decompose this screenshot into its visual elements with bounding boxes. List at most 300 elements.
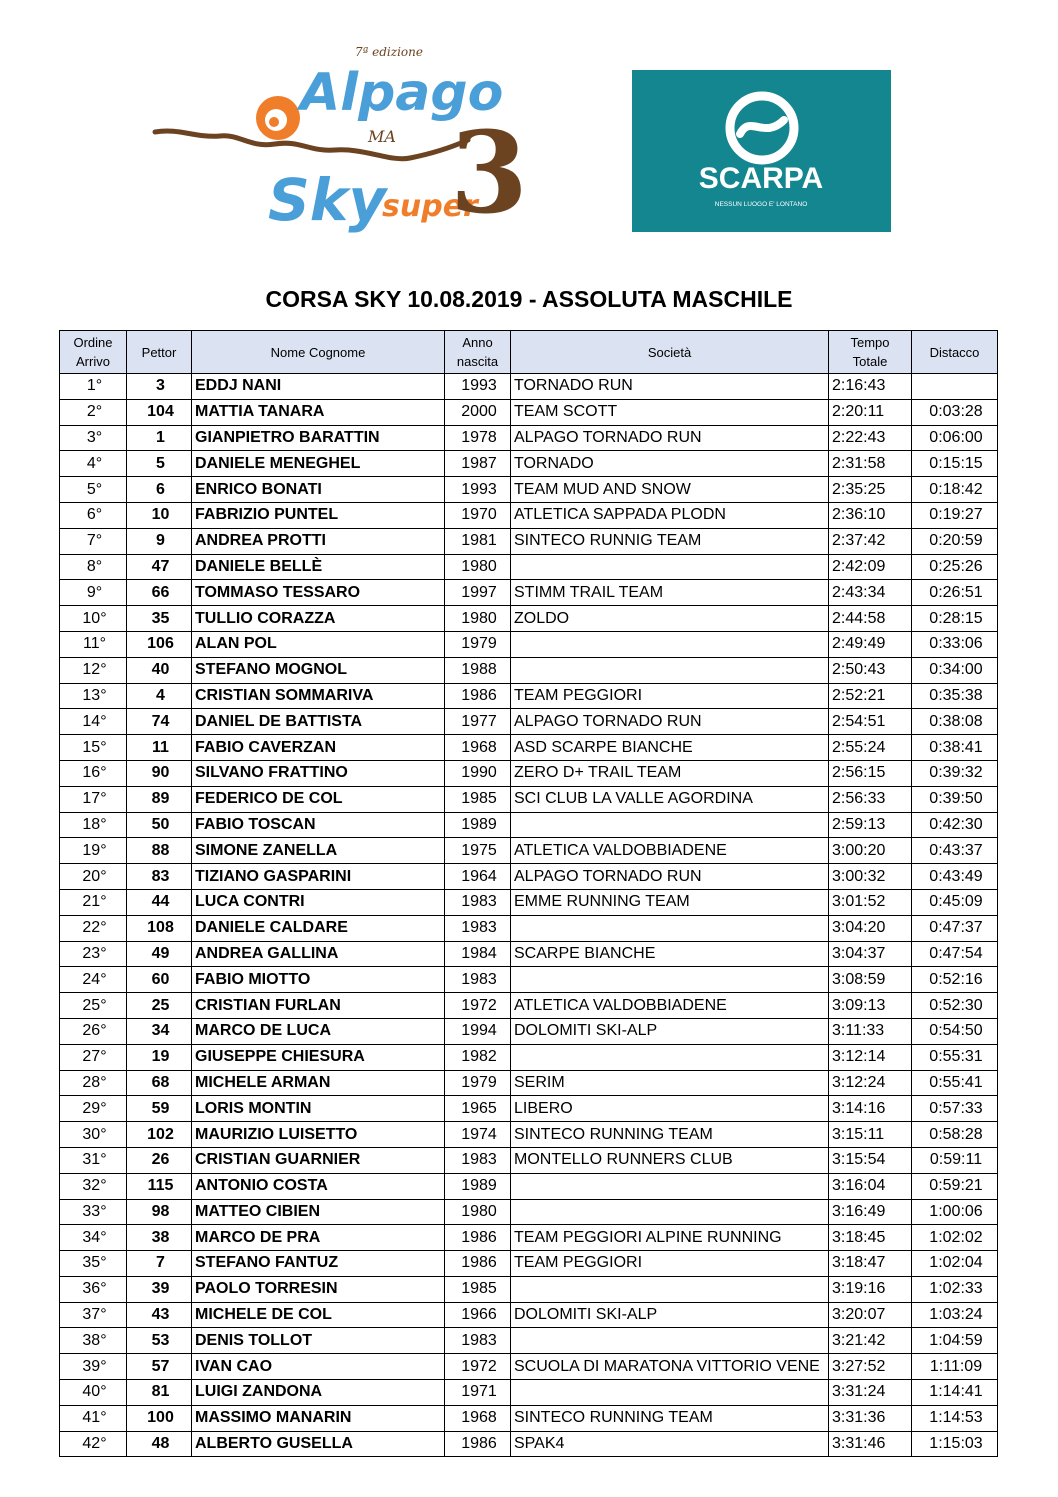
table-row [60, 580, 998, 606]
cell-club: SPAK4 [511, 1431, 829, 1457]
cell-gap: 0:45:09 [912, 889, 998, 915]
table-row [60, 786, 998, 812]
cell-year: 1989 [445, 812, 511, 838]
header-club: Società [511, 331, 829, 374]
cell-bib: 10 [127, 502, 192, 528]
cell-club: DOLOMITI SKI-ALP [511, 1302, 829, 1328]
cell-name: EDDJ NANI [192, 374, 445, 400]
cell-club: SERIM [511, 1070, 829, 1096]
cell-club [511, 657, 829, 683]
cell-name: LORIS MONTIN [192, 1096, 445, 1122]
cell-year: 1986 [445, 1431, 511, 1457]
cell-name: DANIELE CALDARE [192, 915, 445, 941]
cell-club: DOLOMITI SKI-ALP [511, 1018, 829, 1044]
cell-bib: 68 [127, 1070, 192, 1096]
cell-name: PAOLO TORRESIN [192, 1276, 445, 1302]
cell-club: SCARPE BIANCHE [511, 941, 829, 967]
table-row [60, 1173, 998, 1199]
cell-position: 2° [60, 399, 127, 425]
cell-gap: 0:06:00 [912, 425, 998, 451]
cell-gap: 0:59:11 [912, 1147, 998, 1173]
table-row [60, 1380, 998, 1406]
table-row [60, 889, 998, 915]
cell-club: TEAM PEGGIORI [511, 683, 829, 709]
cell-bib: 25 [127, 993, 192, 1019]
cell-position: 18° [60, 812, 127, 838]
page-title: CORSA SKY 10.08.2019 - ASSOLUTA MASCHILE [265, 286, 793, 312]
cell-year: 1972 [445, 1354, 511, 1380]
cell-club: TEAM SCOTT [511, 399, 829, 425]
cell-gap: 0:25:26 [912, 554, 998, 580]
cell-time: 2:52:21 [829, 683, 912, 709]
cell-name: STEFANO MOGNOL [192, 657, 445, 683]
cell-bib: 66 [127, 580, 192, 606]
cell-position: 32° [60, 1173, 127, 1199]
cell-name: DANIEL DE BATTISTA [192, 709, 445, 735]
cell-gap: 0:55:31 [912, 1044, 998, 1070]
cell-time: 3:04:37 [829, 941, 912, 967]
cell-bib: 5 [127, 451, 192, 477]
cell-name: SILVANO FRATTINO [192, 760, 445, 786]
cell-year: 1983 [445, 967, 511, 993]
cell-year: 1997 [445, 580, 511, 606]
cell-club [511, 1044, 829, 1070]
cell-position: 15° [60, 735, 127, 761]
cell-club: SINTECO RUNNIG TEAM [511, 528, 829, 554]
table-row [60, 1431, 998, 1457]
cell-year: 1985 [445, 786, 511, 812]
cell-name: MAURIZIO LUISETTO [192, 1122, 445, 1148]
cell-position: 33° [60, 1199, 127, 1225]
cell-time: 2:59:13 [829, 812, 912, 838]
cell-club: ATLETICA VALDOBBIADENE [511, 838, 829, 864]
cell-year: 2000 [445, 399, 511, 425]
cell-name: LUIGI ZANDONA [192, 1380, 445, 1406]
cell-club: TEAM MUD AND SNOW [511, 477, 829, 503]
header-name: Nome Cognome [192, 331, 445, 374]
cell-year: 1983 [445, 915, 511, 941]
table-row [60, 993, 998, 1019]
cell-position: 24° [60, 967, 127, 993]
cell-name: CRISTIAN SOMMARIVA [192, 683, 445, 709]
table-row [60, 657, 998, 683]
header-position: Ordine Arrivo [60, 331, 127, 374]
cell-club [511, 1380, 829, 1406]
cell-position: 13° [60, 683, 127, 709]
cell-club: TEAM PEGGIORI [511, 1251, 829, 1277]
cell-gap: 1:02:02 [912, 1225, 998, 1251]
cell-time: 2:56:15 [829, 760, 912, 786]
cell-time: 2:36:10 [829, 502, 912, 528]
cell-year: 1975 [445, 838, 511, 864]
cell-bib: 115 [127, 1173, 192, 1199]
cell-position: 35° [60, 1251, 127, 1277]
cell-name: ANDREA GALLINA [192, 941, 445, 967]
cell-year: 1986 [445, 683, 511, 709]
cell-club: ALPAGO TORNADO RUN [511, 864, 829, 890]
cell-club: ATLETICA SAPPADA PLODN [511, 502, 829, 528]
cell-name: TULLIO CORAZZA [192, 606, 445, 632]
cell-club: ZERO D+ TRAIL TEAM [511, 760, 829, 786]
cell-club: SCUOLA DI MARATONA VITTORIO VENE [511, 1354, 829, 1380]
cell-name: FABRIZIO PUNTEL [192, 502, 445, 528]
table-row [60, 1199, 998, 1225]
cell-time: 3:31:36 [829, 1405, 912, 1431]
table-row [60, 1096, 998, 1122]
cell-club: MONTELLO RUNNERS CLUB [511, 1147, 829, 1173]
cell-name: CRISTIAN FURLAN [192, 993, 445, 1019]
cell-bib: 44 [127, 889, 192, 915]
cell-club: TORNADO [511, 451, 829, 477]
cell-year: 1993 [445, 477, 511, 503]
cell-club: ALPAGO TORNADO RUN [511, 709, 829, 735]
cell-time: 2:37:42 [829, 528, 912, 554]
cell-time: 3:31:24 [829, 1380, 912, 1406]
cell-position: 42° [60, 1431, 127, 1457]
cell-club: TEAM PEGGIORI ALPINE RUNNING [511, 1225, 829, 1251]
cell-position: 20° [60, 864, 127, 890]
cell-position: 40° [60, 1380, 127, 1406]
cell-name: DANIELE MENEGHEL [192, 451, 445, 477]
cell-time: 2:55:24 [829, 735, 912, 761]
cell-gap: 0:15:15 [912, 451, 998, 477]
cell-position: 1° [60, 374, 127, 400]
cell-club [511, 631, 829, 657]
table-row [60, 477, 998, 503]
cell-gap: 0:52:30 [912, 993, 998, 1019]
cell-club: ATLETICA VALDOBBIADENE [511, 993, 829, 1019]
cell-name: MICHELE DE COL [192, 1302, 445, 1328]
cell-year: 1983 [445, 1147, 511, 1173]
cell-time: 3:16:04 [829, 1173, 912, 1199]
cell-gap: 0:47:54 [912, 941, 998, 967]
cell-position: 34° [60, 1225, 127, 1251]
table-row [60, 941, 998, 967]
cell-time: 2:22:43 [829, 425, 912, 451]
cell-gap: 1:03:24 [912, 1302, 998, 1328]
cell-bib: 43 [127, 1302, 192, 1328]
cell-time: 3:20:07 [829, 1302, 912, 1328]
cell-gap: 0:58:28 [912, 1122, 998, 1148]
cell-gap: 0:33:06 [912, 631, 998, 657]
table-row [60, 1328, 998, 1354]
cell-year: 1968 [445, 735, 511, 761]
cell-name: GIUSEPPE CHIESURA [192, 1044, 445, 1070]
cell-time: 2:35:25 [829, 477, 912, 503]
cell-bib: 83 [127, 864, 192, 890]
cell-name: MASSIMO MANARIN [192, 1405, 445, 1431]
cell-position: 14° [60, 709, 127, 735]
table-row [60, 1044, 998, 1070]
cell-year: 1979 [445, 631, 511, 657]
cell-bib: 11 [127, 735, 192, 761]
cell-gap: 0:03:28 [912, 399, 998, 425]
table-row [60, 1251, 998, 1277]
cell-bib: 35 [127, 606, 192, 632]
table-row [60, 1225, 998, 1251]
cell-time: 3:15:54 [829, 1147, 912, 1173]
cell-name: ANTONIO COSTA [192, 1173, 445, 1199]
cell-club: STIMM TRAIL TEAM [511, 580, 829, 606]
cell-position: 19° [60, 838, 127, 864]
cell-name: MARCO DE LUCA [192, 1018, 445, 1044]
cell-gap: 0:59:21 [912, 1173, 998, 1199]
cell-name: CRISTIAN GUARNIER [192, 1147, 445, 1173]
table-row [60, 838, 998, 864]
table-row [60, 425, 998, 451]
cell-gap: 0:28:15 [912, 606, 998, 632]
cell-gap: 0:38:08 [912, 709, 998, 735]
table-row [60, 1405, 998, 1431]
cell-position: 31° [60, 1147, 127, 1173]
svg-text:NESSUN LUOGO E' LONTANO: NESSUN LUOGO E' LONTANO [714, 201, 808, 208]
cell-position: 30° [60, 1122, 127, 1148]
cell-gap: 0:54:50 [912, 1018, 998, 1044]
cell-position: 10° [60, 606, 127, 632]
cell-time: 2:49:49 [829, 631, 912, 657]
table-row [60, 967, 998, 993]
cell-gap: 0:34:00 [912, 657, 998, 683]
cell-bib: 60 [127, 967, 192, 993]
cell-bib: 104 [127, 399, 192, 425]
cell-club: ASD SCARPE BIANCHE [511, 735, 829, 761]
cell-bib: 34 [127, 1018, 192, 1044]
cell-bib: 6 [127, 477, 192, 503]
cell-time: 2:44:58 [829, 606, 912, 632]
table-row [60, 915, 998, 941]
cell-gap: 0:26:51 [912, 580, 998, 606]
scarpa-logo [632, 70, 891, 232]
cell-gap: 0:39:32 [912, 760, 998, 786]
cell-year: 1964 [445, 864, 511, 890]
cell-name: TOMMASO TESSARO [192, 580, 445, 606]
cell-position: 23° [60, 941, 127, 967]
cell-time: 2:31:58 [829, 451, 912, 477]
cell-gap: 0:38:41 [912, 735, 998, 761]
cell-time: 3:16:49 [829, 1199, 912, 1225]
cell-time: 3:09:13 [829, 993, 912, 1019]
cell-year: 1986 [445, 1251, 511, 1277]
cell-position: 9° [60, 580, 127, 606]
cell-time: 3:00:20 [829, 838, 912, 864]
table-row [60, 1302, 998, 1328]
cell-gap: 1:00:06 [912, 1199, 998, 1225]
svg-text:Sky: Sky [268, 166, 387, 234]
svg-text:Alpago: Alpago [300, 63, 504, 123]
cell-gap: 0:35:38 [912, 683, 998, 709]
cell-position: 16° [60, 760, 127, 786]
cell-position: 3° [60, 425, 127, 451]
cell-bib: 9 [127, 528, 192, 554]
cell-gap: 0:19:27 [912, 502, 998, 528]
table-row [60, 864, 998, 890]
cell-year: 1980 [445, 606, 511, 632]
table-row [60, 1147, 998, 1173]
cell-name: MICHELE ARMAN [192, 1070, 445, 1096]
cell-club: TORNADO RUN [511, 374, 829, 400]
cell-year: 1980 [445, 554, 511, 580]
cell-club [511, 812, 829, 838]
table-row [60, 812, 998, 838]
cell-time: 2:42:09 [829, 554, 912, 580]
cell-year: 1982 [445, 1044, 511, 1070]
cell-name: TIZIANO GASPARINI [192, 864, 445, 890]
cell-gap [912, 374, 998, 400]
cell-time: 3:01:52 [829, 889, 912, 915]
table-row [60, 374, 998, 400]
table-row [60, 683, 998, 709]
cell-bib: 39 [127, 1276, 192, 1302]
cell-year: 1968 [445, 1405, 511, 1431]
table-row [60, 606, 998, 632]
cell-year: 1965 [445, 1096, 511, 1122]
cell-year: 1984 [445, 941, 511, 967]
header-year: Anno nascita [445, 331, 511, 374]
cell-position: 38° [60, 1328, 127, 1354]
table-row [60, 399, 998, 425]
table-row [60, 1018, 998, 1044]
cell-year: 1993 [445, 374, 511, 400]
cell-club [511, 967, 829, 993]
svg-text:SCARPA: SCARPA [698, 162, 824, 195]
cell-time: 3:19:16 [829, 1276, 912, 1302]
results-table [59, 330, 998, 1457]
cell-club: SINTECO RUNNING TEAM [511, 1122, 829, 1148]
table-row [60, 631, 998, 657]
cell-year: 1983 [445, 889, 511, 915]
cell-year: 1978 [445, 425, 511, 451]
cell-time: 3:31:46 [829, 1431, 912, 1457]
cell-gap: 1:02:04 [912, 1251, 998, 1277]
cell-name: ALBERTO GUSELLA [192, 1431, 445, 1457]
cell-bib: 1 [127, 425, 192, 451]
cell-gap: 0:18:42 [912, 477, 998, 503]
table-row [60, 502, 998, 528]
cell-gap: 0:55:41 [912, 1070, 998, 1096]
cell-gap: 0:47:37 [912, 915, 998, 941]
header-time: Tempo Totale [829, 331, 912, 374]
cell-time: 3:00:32 [829, 864, 912, 890]
table-row [60, 735, 998, 761]
cell-bib: 26 [127, 1147, 192, 1173]
cell-club: SINTECO RUNNING TEAM [511, 1405, 829, 1431]
cell-time: 3:15:11 [829, 1122, 912, 1148]
cell-time: 3:11:33 [829, 1018, 912, 1044]
cell-year: 1987 [445, 451, 511, 477]
cell-position: 11° [60, 631, 127, 657]
cell-gap: 0:43:37 [912, 838, 998, 864]
table-row [60, 1122, 998, 1148]
cell-gap: 0:52:16 [912, 967, 998, 993]
cell-time: 2:16:43 [829, 374, 912, 400]
cell-bib: 48 [127, 1431, 192, 1457]
table-row [60, 451, 998, 477]
cell-position: 37° [60, 1302, 127, 1328]
cell-bib: 50 [127, 812, 192, 838]
cell-year: 1971 [445, 1380, 511, 1406]
cell-name: MATTIA TANARA [192, 399, 445, 425]
cell-gap: 1:04:59 [912, 1328, 998, 1354]
cell-year: 1970 [445, 502, 511, 528]
cell-name: ALAN POL [192, 631, 445, 657]
cell-gap: 0:42:30 [912, 812, 998, 838]
cell-name: FABIO TOSCAN [192, 812, 445, 838]
cell-club [511, 1173, 829, 1199]
cell-bib: 90 [127, 760, 192, 786]
cell-name: GIANPIETRO BARATTIN [192, 425, 445, 451]
cell-name: FEDERICO DE COL [192, 786, 445, 812]
cell-bib: 47 [127, 554, 192, 580]
cell-bib: 19 [127, 1044, 192, 1070]
cell-name: SIMONE ZANELLA [192, 838, 445, 864]
cell-year: 1966 [445, 1302, 511, 1328]
cell-year: 1990 [445, 760, 511, 786]
cell-position: 17° [60, 786, 127, 812]
cell-bib: 38 [127, 1225, 192, 1251]
cell-time: 3:18:47 [829, 1251, 912, 1277]
cell-position: 7° [60, 528, 127, 554]
cell-time: 3:12:14 [829, 1044, 912, 1070]
table-row [60, 528, 998, 554]
cell-time: 3:21:42 [829, 1328, 912, 1354]
cell-year: 1994 [445, 1018, 511, 1044]
cell-position: 25° [60, 993, 127, 1019]
cell-time: 2:20:11 [829, 399, 912, 425]
svg-text:7ª edizione: 7ª edizione [355, 45, 423, 59]
cell-position: 8° [60, 554, 127, 580]
cell-name: MARCO DE PRA [192, 1225, 445, 1251]
cell-club: ZOLDO [511, 606, 829, 632]
cell-time: 3:12:24 [829, 1070, 912, 1096]
cell-bib: 81 [127, 1380, 192, 1406]
cell-bib: 102 [127, 1122, 192, 1148]
cell-position: 6° [60, 502, 127, 528]
cell-name: STEFANO FANTUZ [192, 1251, 445, 1277]
cell-name: IVAN CAO [192, 1354, 445, 1380]
cell-year: 1980 [445, 1199, 511, 1225]
cell-club [511, 554, 829, 580]
cell-position: 4° [60, 451, 127, 477]
cell-club [511, 915, 829, 941]
cell-year: 1977 [445, 709, 511, 735]
header-gap: Distacco [912, 331, 998, 374]
cell-bib: 49 [127, 941, 192, 967]
cell-bib: 3 [127, 374, 192, 400]
cell-time: 2:43:34 [829, 580, 912, 606]
cell-year: 1979 [445, 1070, 511, 1096]
cell-bib: 74 [127, 709, 192, 735]
cell-bib: 106 [127, 631, 192, 657]
cell-bib: 59 [127, 1096, 192, 1122]
cell-bib: 89 [127, 786, 192, 812]
cell-club: LIBERO [511, 1096, 829, 1122]
cell-position: 22° [60, 915, 127, 941]
cell-bib: 53 [127, 1328, 192, 1354]
cell-year: 1983 [445, 1328, 511, 1354]
cell-bib: 100 [127, 1405, 192, 1431]
cell-name: FABIO MIOTTO [192, 967, 445, 993]
cell-club [511, 1276, 829, 1302]
svg-text:MA: MA [368, 127, 396, 146]
cell-gap: 1:15:03 [912, 1431, 998, 1457]
cell-year: 1974 [445, 1122, 511, 1148]
cell-name: MATTEO CIBIEN [192, 1199, 445, 1225]
cell-year: 1981 [445, 528, 511, 554]
cell-position: 26° [60, 1018, 127, 1044]
cell-position: 41° [60, 1405, 127, 1431]
cell-name: ANDREA PROTTI [192, 528, 445, 554]
cell-bib: 4 [127, 683, 192, 709]
